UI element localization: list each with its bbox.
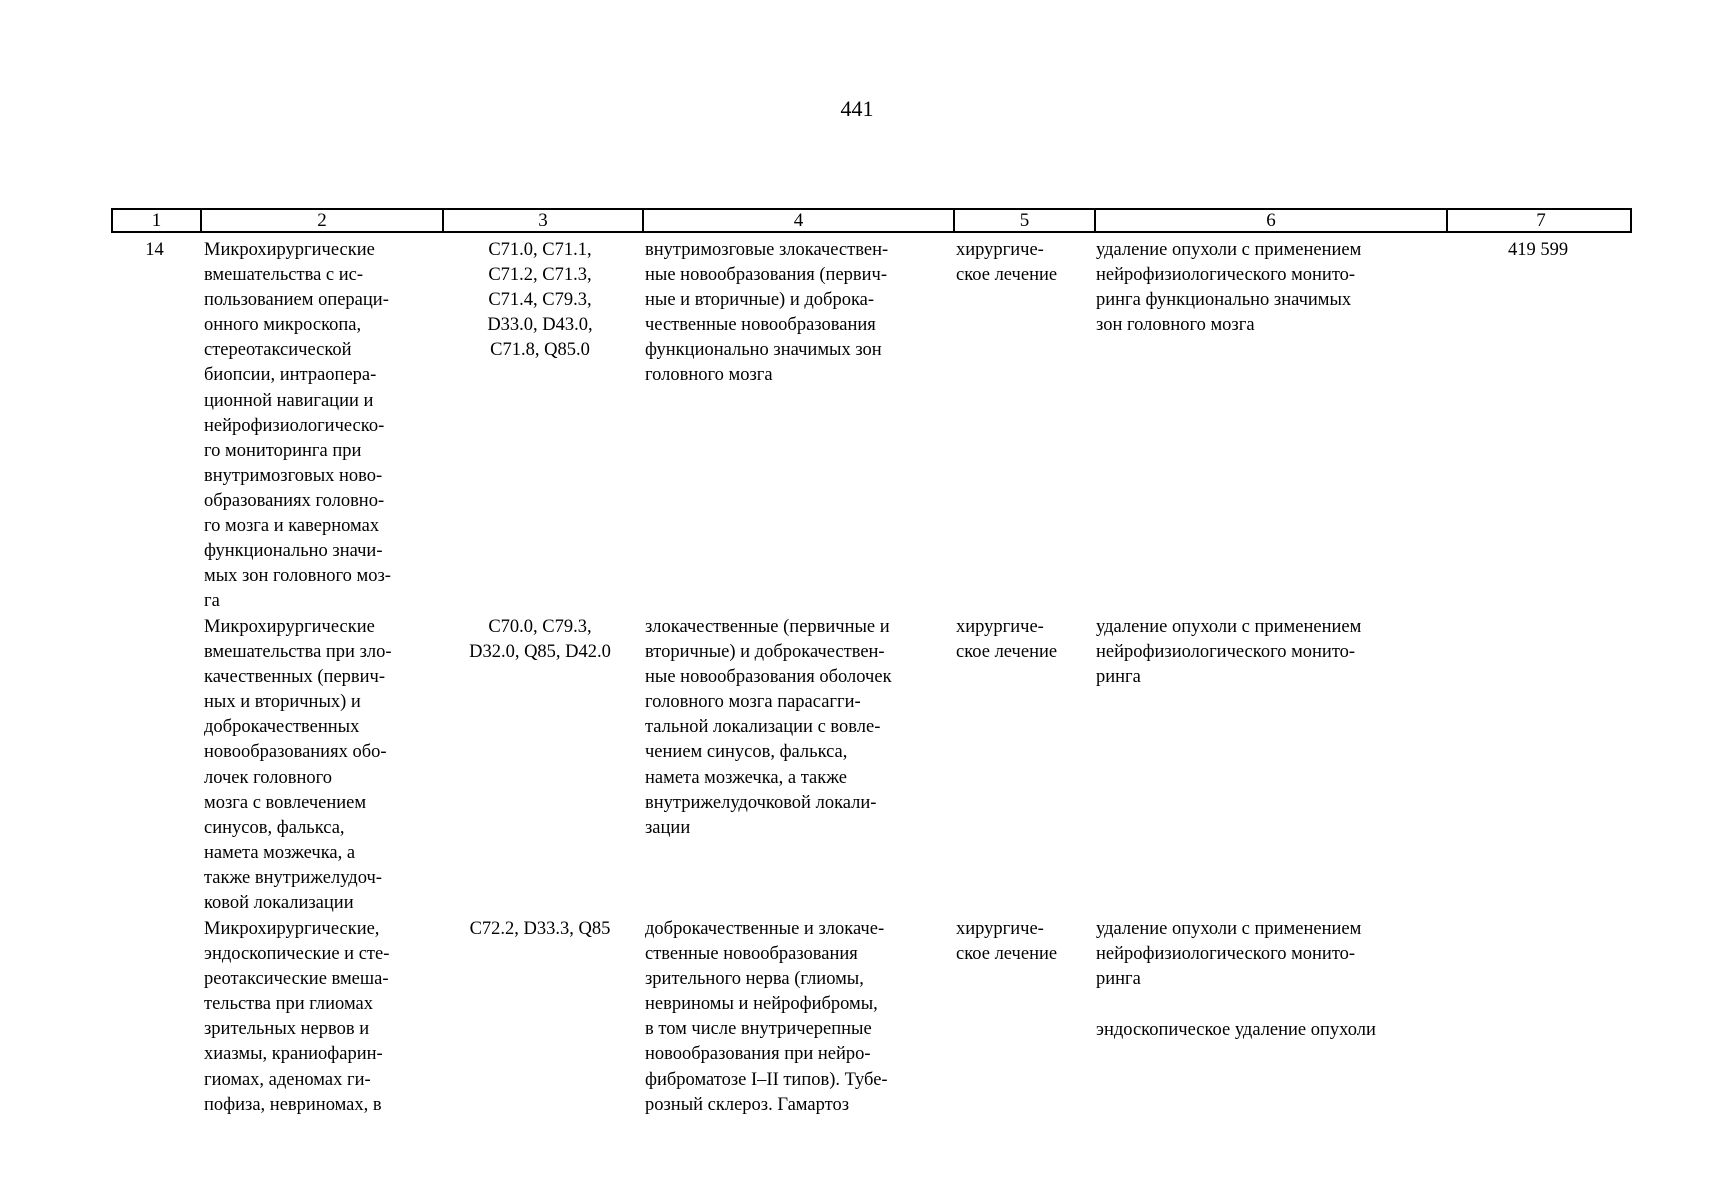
method-cell: Микрохирургические, эндоскопические и сте- реотаксические вмеша- тельства при глиомах зрительных нервов и хиазмы, краниофарин- гиомах, аденомах ги- пофиза, невриномах, в (204, 919, 390, 1115)
model-cell: внутримозговые злокачествен- ные новообразования (первич- ные и вторичные) и доброка- чественные новообразования функционально значимых зон головного мозга (645, 240, 889, 386)
column-header-5: 5 (953, 210, 1094, 231)
treatment-cell: хирургиче- ское лечение (956, 617, 1058, 663)
procedure-extra-cell: эндоскопическое удаление опухоли (1096, 1020, 1376, 1040)
model-cell: злокачественные (первичные и вторичные) и доброкачествен- ные новообразования оболочек головного мозга парасагги- тальной локализации с вовле- чением синусов, фалькса, намета мозжечка, а также внутрижелудочковой локали- зации (645, 617, 892, 838)
method-cell: Микрохирургические вмешательства с ис- пользованием операци- онного микроскопа, стереотаксической биопсии, интраопера- ционной навигации и нейрофизиологическо- го мониторинга при внутримозговых ново- образованиях головно- го мозга и каверномах функционально значи- мых зон головного моз- га (204, 240, 391, 612)
procedure-cell: удаление опухоли с применением нейрофизиологического монито- ринга (1096, 919, 1362, 990)
column-header-3: 3 (442, 210, 642, 231)
column-header-6: 6 (1094, 210, 1446, 231)
page-number: 441 (840, 96, 874, 121)
codes-cell: C71.0, C71.1, C71.2, C71.3, C71.4, C79.3, D33.0, D43.0, C71.8, Q85.0 (487, 240, 593, 361)
column-header-1: 1 (151, 210, 162, 231)
procedure-cell: удаление опухоли с применением нейрофизиологического монито- ринга функционально значимых зон головного мозга (1096, 240, 1362, 336)
price-cell: 419 599 (1507, 240, 1569, 260)
model-cell: доброкачественные и злокаче- ственные новообразования зрительного нерва (глиомы, невриномы и нейрофибромы, в том числе внутричерепные новообразования при нейро- фиброматозе I–II типов). Тубе- розный склероз. Гамартоз (645, 919, 888, 1115)
procedure-cell: удаление опухоли с применением нейрофизиологического монито- ринга (1096, 617, 1362, 688)
treatment-cell: хирургиче- ское лечение (956, 919, 1058, 965)
row-number: 14 (145, 240, 164, 260)
table-header-row (111, 208, 1632, 233)
codes-cell: C70.0, C79.3, D32.0, Q85, D42.0 (469, 617, 611, 663)
column-header-4: 4 (642, 210, 953, 231)
codes-cell: C72.2, D33.3, Q85 (469, 919, 611, 939)
column-header-7: 7 (1446, 210, 1634, 231)
method-cell: Микрохирургические вмешательства при зло- качественных (первич- ных и вторичных) и доброкачественных новообразованиях обо- лочек головного мозга с вовлечением синусов, фалькса, намета мозжечка, а также внутрижелудоч- ковой локализации (204, 617, 392, 914)
column-header-2: 2 (200, 210, 442, 231)
treatment-cell: хирургиче- ское лечение (956, 240, 1058, 286)
